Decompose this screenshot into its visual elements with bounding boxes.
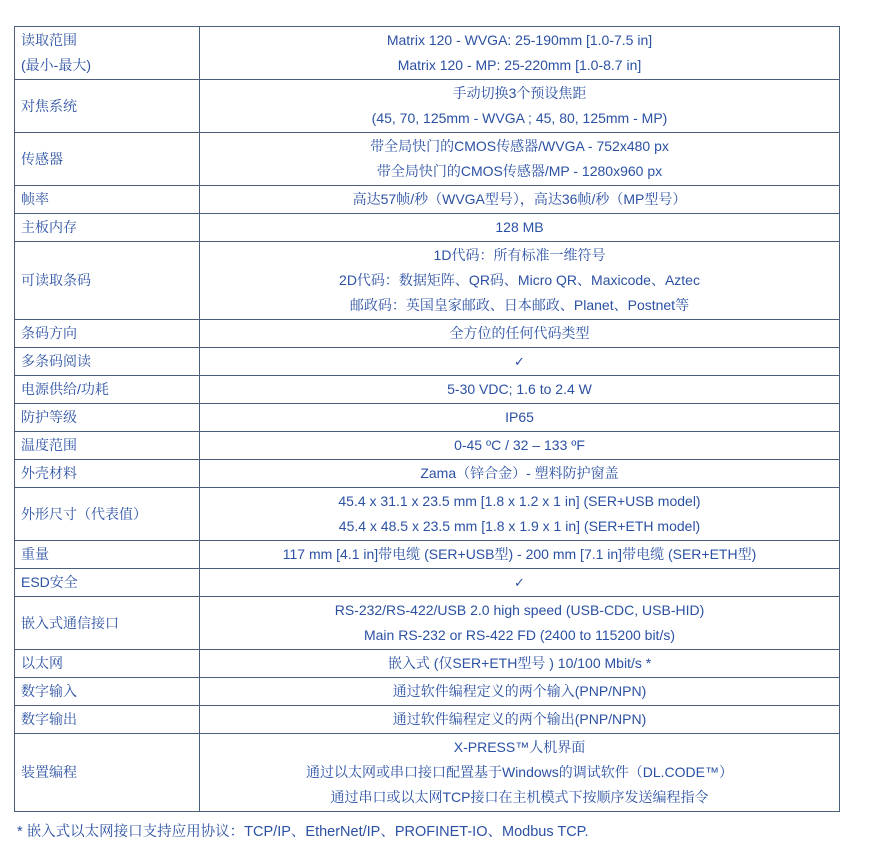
spec-row xyxy=(15,541,840,569)
spec-row xyxy=(15,348,840,376)
spec-label xyxy=(15,597,200,650)
spec-label-line: 帧率 xyxy=(21,191,49,207)
spec-value-line: 117 mm [4.1 in]带电缆 (SER+USB型) - 200 mm [7.1 in]带电缆 (SER+ETH型) xyxy=(282,546,757,562)
spec-value-line: 0-45 ºC / 32 – 133 ºF xyxy=(454,437,585,453)
spec-label-line: 温度范围 xyxy=(21,437,77,453)
spec-value xyxy=(200,320,840,348)
spec-value xyxy=(200,706,840,734)
spec-row xyxy=(15,80,840,133)
spec-label xyxy=(15,80,200,133)
checkmark-icon: ✓ xyxy=(514,575,525,590)
spec-value xyxy=(200,432,840,460)
spec-label xyxy=(15,133,200,186)
spec-row xyxy=(15,432,840,460)
spec-label-line: 读取范围 xyxy=(21,32,77,48)
spec-value-line: 通过以太网或串口接口配置基于Windows的调试软件（DL.CODE™） xyxy=(305,764,734,780)
spec-label-line: 条码方向 xyxy=(21,325,77,341)
spec-value xyxy=(200,242,840,320)
spec-value-line: IP65 xyxy=(505,409,534,425)
spec-label xyxy=(15,404,200,432)
spec-row xyxy=(15,186,840,214)
spec-row xyxy=(15,214,840,242)
spec-label-line: 外形尺寸（代表值） xyxy=(21,505,147,522)
spec-label xyxy=(15,734,200,812)
spec-table-body xyxy=(15,27,840,812)
spec-label-line: 外壳材料 xyxy=(21,465,77,481)
spec-table xyxy=(14,26,840,812)
spec-row xyxy=(15,460,840,488)
spec-label-line: 主板内存 xyxy=(21,219,77,235)
spec-value-line: 带全局快门的CMOS传感器/MP - 1280x960 px xyxy=(376,163,663,179)
spec-label xyxy=(15,650,200,678)
spec-value xyxy=(200,133,840,186)
spec-value-line: 1D代码：所有标准一维符号 xyxy=(433,247,606,263)
spec-label xyxy=(15,488,200,541)
spec-label xyxy=(15,214,200,242)
spec-label-line: (最小-最大) xyxy=(21,57,91,73)
spec-value-line: RS-232/RS-422/USB 2.0 high speed (USB-CDC, USB-HID) xyxy=(334,602,705,618)
checkmark-icon: ✓ xyxy=(514,354,525,369)
spec-value-line: 通过软件编程定义的两个输出(PNP/NPN) xyxy=(392,711,647,727)
spec-label xyxy=(15,460,200,488)
spec-value-line: 2D代码：数据矩阵、QR码、Micro QR、Maxicode、Aztec xyxy=(339,272,700,288)
spec-value-line: Matrix 120 - WVGA: 25-190mm [1.0-7.5 in] xyxy=(386,32,653,48)
spec-row xyxy=(15,650,840,678)
spec-label xyxy=(15,678,200,706)
spec-value-line: 嵌入式 (仅SER+ETH型号 ) 10/100 Mbit/s * xyxy=(387,655,652,671)
spec-value xyxy=(200,541,840,569)
spec-label-line: ESD安全 xyxy=(21,574,78,590)
spec-row xyxy=(15,488,840,541)
spec-label xyxy=(15,348,200,376)
spec-value-line: Main RS-232 or RS-422 FD (2400 to 115200 bit/s) xyxy=(363,627,675,643)
spec-value xyxy=(200,27,840,80)
spec-row xyxy=(15,569,840,597)
spec-label-line: 电源供给/功耗 xyxy=(21,381,109,397)
spec-value xyxy=(200,404,840,432)
spec-row xyxy=(15,242,840,320)
spec-row xyxy=(15,404,840,432)
spec-label xyxy=(15,27,200,80)
spec-label-line: 可读取条码 xyxy=(21,272,91,288)
spec-value-line: 45.4 x 48.5 x 23.5 mm [1.8 x 1.9 x 1 in] (SER+ETH model) xyxy=(338,518,701,534)
spec-value-line: 带全局快门的CMOS传感器/WVGA - 752x480 px xyxy=(370,138,669,154)
footnote-text: * 嵌入式以太网接口支持应用协议：TCP/IP、EtherNet/IP、PROFINET-IO、Modbus TCP. xyxy=(17,824,589,840)
spec-label-line: 装置编程 xyxy=(21,764,77,780)
spec-value-line: 45.4 x 31.1 x 23.5 mm [1.8 x 1.2 x 1 in] (SER+USB model) xyxy=(338,493,701,509)
spec-value xyxy=(200,186,840,214)
spec-label-line: 防护等级 xyxy=(21,409,77,425)
spec-value-line: Matrix 120 - MP: 25-220mm [1.0-8.7 in] xyxy=(397,57,642,73)
spec-value xyxy=(200,348,840,376)
spec-row xyxy=(15,597,840,650)
spec-label-line: 对焦系统 xyxy=(21,97,77,114)
spec-label xyxy=(15,376,200,404)
spec-value xyxy=(200,460,840,488)
spec-label-line: 传感器 xyxy=(21,150,63,167)
spec-value-line: 通过串口或以太网TCP接口在主机模式下按顺序发送编程指令 xyxy=(330,789,709,805)
spec-row xyxy=(15,27,840,80)
spec-row xyxy=(15,734,840,812)
spec-value xyxy=(200,376,840,404)
spec-value-line: 5-30 VDC; 1.6 to 2.4 W xyxy=(447,381,592,397)
spec-value xyxy=(200,80,840,133)
spec-value-line: 邮政码：英国皇家邮政、日本邮政、Planet、Postnet等 xyxy=(349,297,690,313)
spec-label xyxy=(15,569,200,597)
spec-label-line: 以太网 xyxy=(21,655,63,671)
spec-value xyxy=(200,678,840,706)
spec-label xyxy=(15,706,200,734)
spec-value xyxy=(200,214,840,242)
spec-label-line: 多条码阅读 xyxy=(21,353,91,369)
spec-value xyxy=(200,650,840,678)
spec-label xyxy=(15,242,200,320)
spec-row xyxy=(15,376,840,404)
spec-label-line: 数字输入 xyxy=(21,683,77,699)
spec-value-line: Zama（锌合金）- 塑料防护窗盖 xyxy=(420,465,619,481)
spec-row xyxy=(15,678,840,706)
spec-value-line: 手动切换3个预设焦距 xyxy=(452,85,587,101)
spec-value-line: 高达57帧/秒（WVGA型号），高达36帧/秒（MP型号） xyxy=(352,191,687,207)
spec-value xyxy=(200,597,840,650)
spec-value-line: 128 MB xyxy=(495,219,544,235)
spec-label xyxy=(15,320,200,348)
spec-value xyxy=(200,488,840,541)
spec-row xyxy=(15,320,840,348)
spec-value-line: X-PRESS™人机界面 xyxy=(453,739,586,755)
spec-label xyxy=(15,432,200,460)
spec-label-line: 重量 xyxy=(21,546,49,562)
spec-label-line: 嵌入式通信接口 xyxy=(21,614,119,631)
spec-label xyxy=(15,186,200,214)
spec-label-line: 数字输出 xyxy=(21,711,77,727)
spec-value xyxy=(200,734,840,812)
spec-row xyxy=(15,706,840,734)
spec-value-line: (45, 70, 125mm - WVGA ; 45, 80, 125mm - MP) xyxy=(371,110,668,126)
spec-value-line: 全方位的任何代码类型 xyxy=(449,325,590,341)
spec-value xyxy=(200,569,840,597)
spec-label xyxy=(15,541,200,569)
spec-value-line: 通过软件编程定义的两个输入(PNP/NPN) xyxy=(392,683,647,699)
spec-row xyxy=(15,133,840,186)
